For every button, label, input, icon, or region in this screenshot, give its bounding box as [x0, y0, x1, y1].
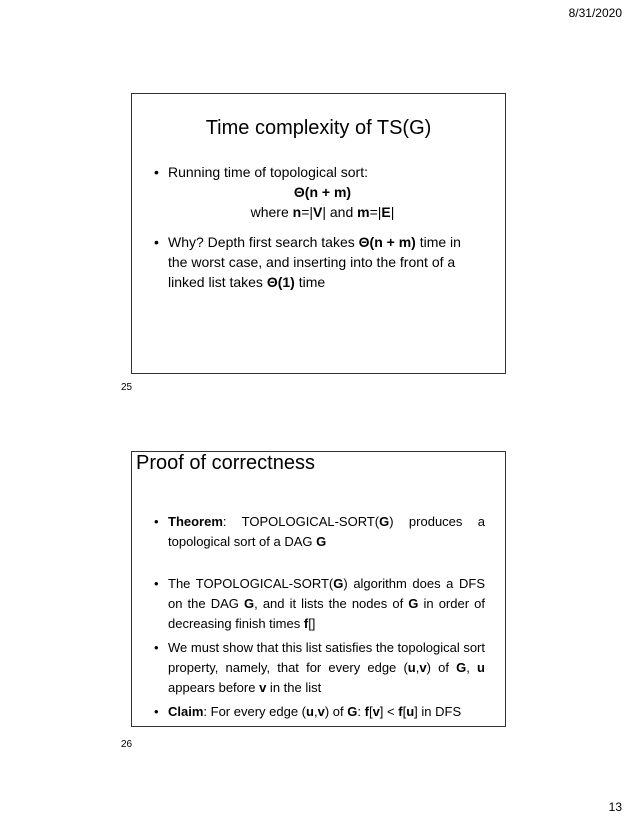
slide-26-frame — [131, 451, 506, 727]
bullet-claim: • Claim: For every edge (u,v) of G: f[v] < f[u] in DFS — [154, 702, 485, 722]
where-line: where n=|V| and m=|E| — [250, 204, 395, 220]
print-date: 8/31/2020 — [568, 6, 622, 20]
slide-number-25: 25 — [121, 382, 133, 393]
bullet-must-show: • We must show that this list satisfies the topological sort property, namely, that for every edge (u,v) of G, u appears before v in the list — [154, 638, 485, 698]
bullet-why: • Why? Depth first search takes Θ(n + m) time in the worst case, and inserting into the front of a linked list takes Θ(1) time — [154, 232, 477, 292]
slide-25-frame — [131, 93, 506, 374]
bullet-algorithm: • The TOPOLOGICAL-SORT(G) algorithm does a DFS on the DAG G, and it lists the nodes of G in order of decreasing finish times f[] — [154, 574, 485, 634]
slide-26-bullets — [154, 512, 485, 722]
page-number: 13 — [608, 800, 622, 814]
slide-number-26: 26 — [121, 739, 133, 750]
bullet-running-time: • Running time of topological sort: — [154, 162, 477, 182]
slide-25-bullets — [154, 162, 477, 292]
bullet-theorem: • Theorem: TOPOLOGICAL-SORT(G) produces a topological sort of a DAG G — [154, 512, 485, 552]
slide-26-title: Proof of correctness — [136, 452, 315, 474]
formula-line: Θ(n + m) — [293, 184, 352, 200]
slide-25-title: Time complexity of TS(G) — [205, 117, 432, 139]
